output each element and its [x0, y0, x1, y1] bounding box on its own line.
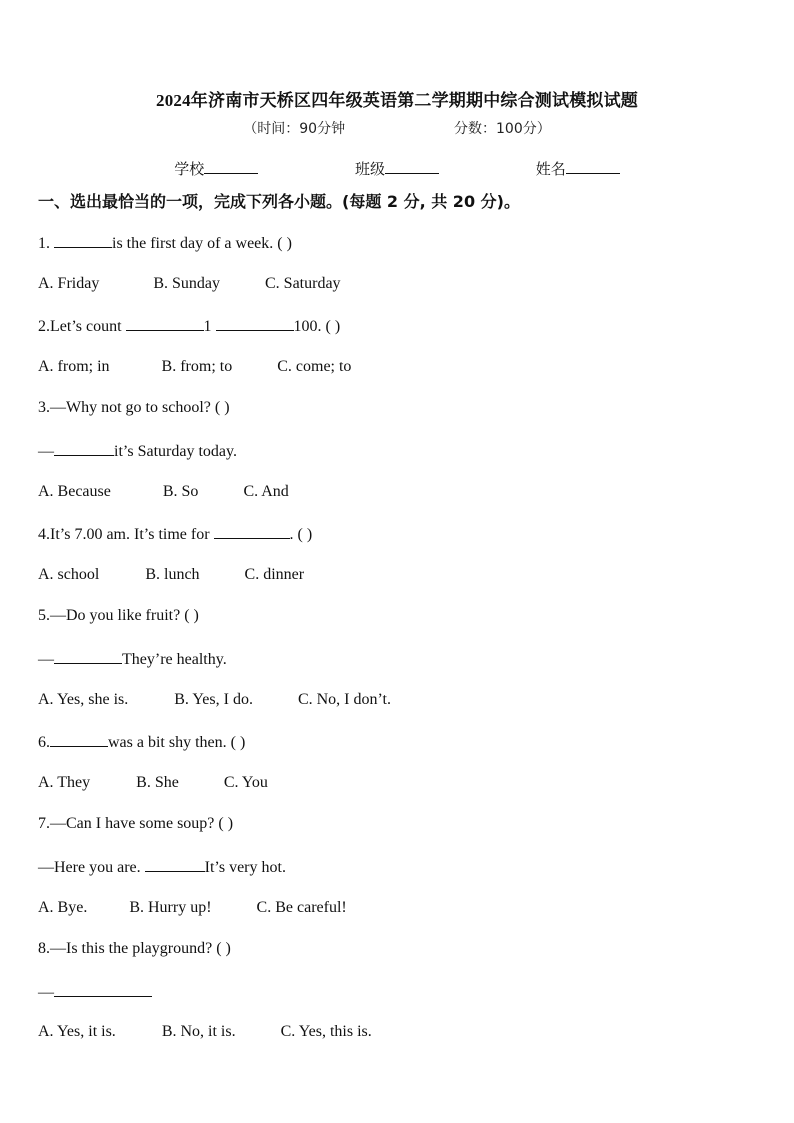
question-8-line-2	[38, 982, 152, 1002]
option-c[interactable]: C. come; to	[277, 358, 352, 375]
question-7-line-1	[38, 815, 233, 833]
option-a[interactable]: A. from; in	[38, 358, 110, 375]
question-7-line-2	[38, 857, 286, 877]
question-text: It’s very hot.	[204, 859, 286, 876]
answer-blank[interactable]	[216, 316, 294, 331]
class-blank[interactable]	[385, 159, 439, 174]
answer-blank[interactable]	[54, 233, 112, 248]
option-b[interactable]: B. Sunday	[153, 275, 220, 292]
question-text: They’re healthy.	[122, 651, 227, 668]
question-text: —	[38, 443, 54, 460]
answer-blank[interactable]	[126, 316, 204, 331]
option-c[interactable]: C. Be careful!	[256, 899, 347, 916]
question-text: 100. ( )	[293, 318, 341, 335]
question-text: —	[38, 651, 54, 668]
option-a[interactable]: A. Because	[38, 483, 111, 500]
answer-blank[interactable]	[145, 857, 205, 872]
answer-blank[interactable]	[54, 649, 122, 664]
school-label: 学校	[174, 160, 205, 178]
question-text: 5.—Do you like fruit? ( )	[38, 607, 199, 624]
option-c[interactable]: C. And	[243, 483, 289, 500]
school-blank[interactable]	[204, 159, 258, 174]
option-b[interactable]: B. Yes, I do.	[174, 691, 253, 708]
question-text: 6.	[38, 734, 50, 751]
option-c[interactable]: C. dinner	[244, 566, 305, 583]
question-text: is the first day of a week. ( )	[112, 235, 292, 252]
option-b[interactable]: B. from; to	[161, 358, 233, 375]
option-b[interactable]: B. She	[136, 774, 179, 791]
answer-blank[interactable]	[50, 732, 108, 747]
question-3-line-1	[38, 399, 230, 417]
class-label: 班级	[354, 160, 385, 178]
option-a[interactable]: A. Yes, she is.	[38, 691, 129, 708]
exam-meta	[0, 118, 794, 138]
option-a[interactable]: A. They	[38, 774, 91, 791]
question-text: 1.	[38, 235, 54, 252]
option-a[interactable]: A. Friday	[38, 275, 100, 292]
option-b[interactable]: B. So	[162, 483, 199, 500]
option-a[interactable]: A. Yes, it is.	[38, 1023, 116, 1040]
question-5-options	[38, 691, 391, 709]
question-2-options	[38, 358, 351, 376]
option-a[interactable]: A. school	[38, 566, 100, 583]
question-7-options	[38, 899, 347, 917]
exam-score: 分数：100分）	[454, 121, 551, 137]
name-label: 姓名	[535, 160, 566, 178]
answer-blank[interactable]	[214, 524, 290, 539]
name-field	[536, 158, 620, 179]
question-6-options	[38, 774, 268, 792]
answer-blank[interactable]	[54, 441, 114, 456]
question-text: 7.—Can I have some soup? ( )	[38, 815, 234, 832]
question-text: —	[38, 984, 54, 1001]
option-c[interactable]: C. No, I don’t.	[297, 691, 391, 708]
question-8-options	[38, 1023, 372, 1041]
question-6-line-1	[38, 732, 245, 752]
option-b[interactable]: B. lunch	[145, 566, 200, 583]
option-c[interactable]: C. You	[223, 774, 268, 791]
option-c[interactable]: C. Yes, this is.	[280, 1023, 372, 1040]
class-field	[355, 158, 439, 179]
exam-time: （时间：90分钟	[243, 121, 346, 137]
question-text: . ( )	[289, 526, 313, 543]
question-text: —Here you are.	[38, 859, 145, 876]
question-text: 2.Let’s count	[38, 318, 126, 335]
question-3-line-2	[38, 441, 237, 461]
section-heading: 一、选出最恰当的一项，完成下列各小题。(每题 2 分, 共 20 分)。	[38, 192, 520, 211]
question-4-line-1	[38, 524, 312, 544]
question-1-options	[38, 275, 341, 293]
question-8-line-1	[38, 940, 231, 958]
question-text: 8.—Is this the playground? ( )	[38, 940, 231, 957]
option-b[interactable]: B. Hurry up!	[129, 899, 212, 916]
option-a[interactable]: A. Bye.	[38, 899, 88, 916]
option-c[interactable]: C. Saturday	[265, 275, 341, 292]
name-blank[interactable]	[566, 159, 620, 174]
question-text: 4.It’s 7.00 am. It’s time for	[38, 526, 214, 543]
question-text: 1	[203, 318, 216, 335]
student-info	[0, 158, 794, 179]
question-text: was a bit shy then. ( )	[108, 734, 246, 751]
school-field	[174, 158, 258, 179]
exam-title: 2024年济南市天桥区四年级英语第二学期期中综合测试模拟试题	[156, 91, 638, 110]
question-2-line-1	[38, 316, 340, 336]
question-4-options	[38, 566, 304, 584]
question-text: 3.—Why not go to school? ( )	[38, 399, 230, 416]
question-5-line-2	[38, 649, 227, 669]
question-3-options	[38, 483, 289, 501]
question-1-line-1	[38, 233, 292, 253]
answer-blank[interactable]	[54, 982, 152, 997]
question-5-line-1	[38, 607, 199, 625]
question-text: it’s Saturday today.	[114, 443, 237, 460]
option-b[interactable]: B. No, it is.	[161, 1023, 236, 1040]
